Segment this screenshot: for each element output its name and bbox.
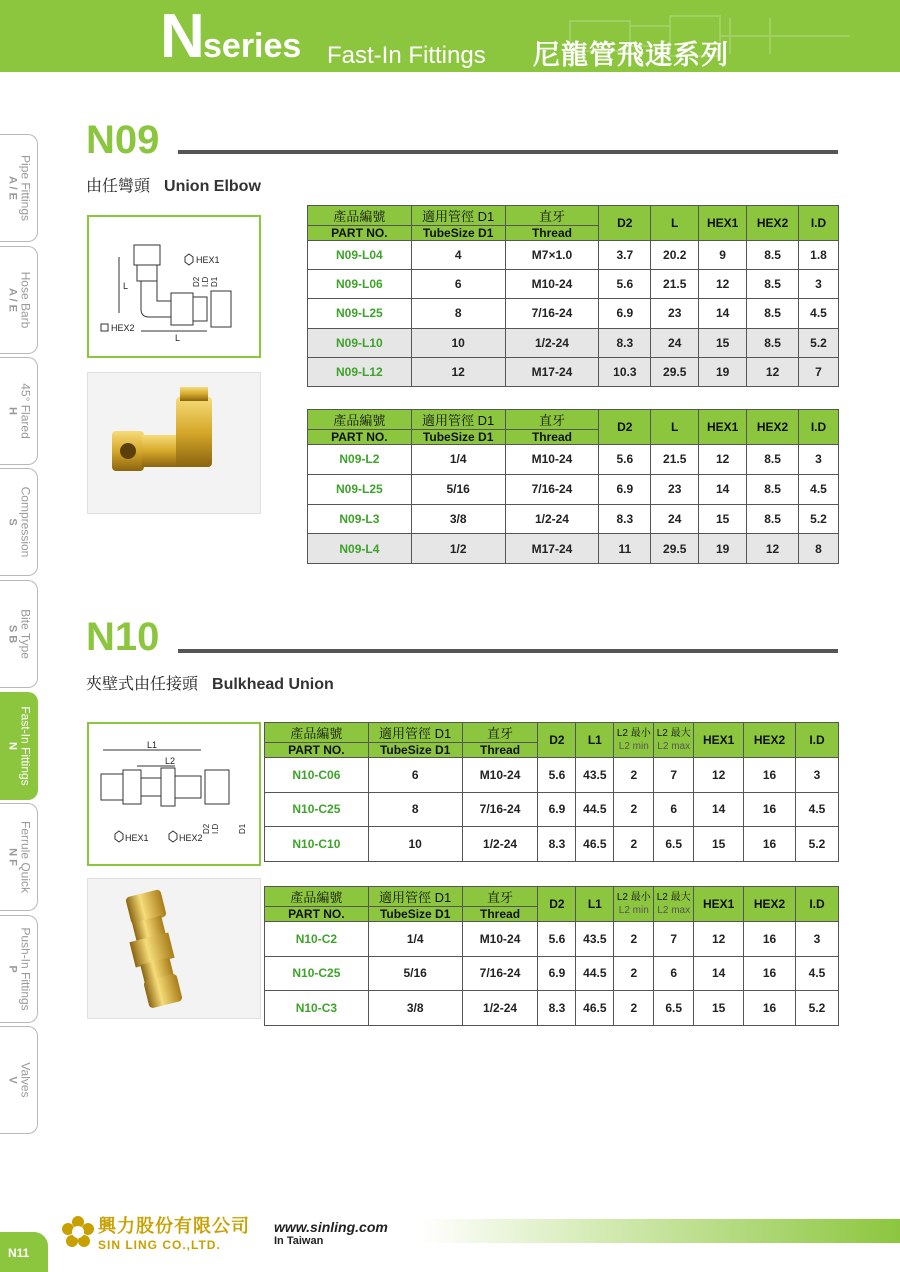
cell-l2max: 7 (654, 922, 694, 957)
header-l2max-en: L2 max (657, 741, 691, 752)
cell-d2: 8.3 (599, 328, 651, 357)
side-tab-label: Compression (18, 486, 32, 558)
header-thread-cn: 直牙 (462, 887, 538, 907)
cell-part-no: N10-C3 (265, 991, 369, 1026)
side-tab-content (5, 138, 32, 238)
cell-tube: 8 (411, 299, 505, 328)
cell-l2max: 6.5 (654, 827, 694, 862)
header-l2min-cn: L2 最小 (616, 892, 651, 903)
cell-d2: 6.9 (599, 299, 651, 328)
n09-diagram-l: L (175, 333, 181, 343)
header-part-en: PART NO. (308, 430, 412, 445)
n10-subtitle (86, 675, 334, 695)
side-tab-code: A / E (6, 175, 18, 201)
header-hex1: HEX1 (694, 887, 744, 922)
cell-hex2: 8.5 (747, 328, 799, 357)
table-row (308, 474, 839, 504)
n09-diagram-l-left: L (123, 281, 129, 291)
cell-d2: 8.3 (599, 504, 651, 534)
header-l2max (654, 723, 694, 758)
n10-diagram (87, 722, 261, 866)
cell-l2max: 6.5 (654, 991, 694, 1026)
header-hex1: HEX1 (699, 410, 747, 445)
cell-d2: 6.9 (538, 792, 576, 827)
n10-diagram-hex1: HEX1 (125, 833, 149, 843)
header-hex2: HEX2 (747, 410, 799, 445)
cell-hex1: 15 (699, 328, 747, 357)
cell-hex1: 15 (694, 827, 744, 862)
cell-l2min: 2 (614, 956, 654, 991)
cell-l1: 46.5 (576, 991, 614, 1026)
cell-l: 21.5 (651, 445, 699, 475)
n10-diagram-d2: D2 (202, 823, 211, 834)
n09-diagram-hex1: HEX1 (196, 255, 220, 265)
cell-d2: 5.6 (538, 922, 576, 957)
cell-l2min: 2 (614, 922, 654, 957)
header-l2min (614, 887, 654, 922)
side-tab-content (5, 807, 32, 907)
series-subtitle-en: Fast-In Fittings (327, 42, 486, 69)
cell-l: 21.5 (651, 270, 699, 299)
header-d2: D2 (599, 206, 651, 241)
cell-part-no: N09-L25 (308, 299, 412, 328)
cell-hex1: 9 (699, 241, 747, 270)
header-id: I.D (799, 410, 839, 445)
cell-hex2: 16 (744, 991, 796, 1026)
cell-hex1: 12 (694, 922, 744, 957)
header-tube-cn: 適用管徑 D1 (368, 723, 462, 743)
cell-thread: 7/16-24 (505, 474, 599, 504)
header-l2min-en: L2 min (618, 905, 649, 916)
side-tab-label: Push-In Fittings (18, 927, 32, 1011)
side-tab-label: Ferrule Quick (18, 820, 32, 894)
cell-hex2: 8.5 (747, 504, 799, 534)
cell-tube: 4 (411, 241, 505, 270)
cell-thread: 1/2-24 (462, 827, 538, 862)
cell-l1: 44.5 (576, 792, 614, 827)
cell-thread: M7×1.0 (505, 241, 599, 270)
side-tab-3[interactable] (0, 468, 38, 576)
table-row (308, 270, 839, 299)
cell-hex2: 8.5 (747, 270, 799, 299)
cell-d2: 8.3 (538, 991, 576, 1026)
header-id: I.D (796, 723, 839, 758)
n09-product-photo (87, 372, 261, 514)
cell-part-no: N09-L25 (308, 474, 412, 504)
brass-bulkhead-image (88, 879, 260, 1018)
page-number-badge (0, 1232, 48, 1272)
side-tab-code: A / E (6, 287, 18, 313)
cell-l1: 43.5 (576, 758, 614, 793)
side-tab-6[interactable] (0, 803, 38, 911)
cell-l2min: 2 (614, 991, 654, 1026)
cell-hex1: 15 (694, 991, 744, 1026)
cell-d2: 6.9 (599, 474, 651, 504)
table-row (308, 504, 839, 534)
cell-l2max: 6 (654, 792, 694, 827)
cell-part-no: N10-C06 (265, 758, 369, 793)
series-subtitle-cn: 尼龍管飛速系列 (533, 40, 729, 70)
table-row (265, 827, 839, 862)
side-tab-content (5, 361, 32, 461)
n10-spec-table-metric (264, 722, 839, 862)
side-tab-content (5, 696, 32, 796)
header-l2max-en: L2 max (657, 905, 691, 916)
side-tab-4[interactable] (0, 580, 38, 688)
side-tab-content (5, 1030, 32, 1130)
cell-id: 3 (796, 758, 839, 793)
cell-hex2: 16 (744, 758, 796, 793)
cell-tube: 3/8 (411, 504, 505, 534)
cell-hex1: 15 (699, 504, 747, 534)
n09-subtitle (86, 177, 261, 197)
n10-subtitle-cn: 夾壁式由任接頭 (86, 676, 199, 693)
n10-diagram-hex2: HEX2 (179, 833, 203, 843)
side-tab-2[interactable] (0, 357, 38, 465)
side-tab-content (5, 250, 32, 350)
side-tab-label: Valves (18, 1062, 32, 1098)
footer-gradient-bar (420, 1219, 900, 1243)
side-tab-content (5, 584, 32, 684)
side-tab-label: Pipe Fittings (18, 154, 32, 222)
cell-hex2: 16 (744, 792, 796, 827)
header-thread-cn: 直牙 (462, 723, 538, 743)
side-tab-label: Hose Barb (18, 271, 32, 329)
header-hex2: HEX2 (744, 723, 796, 758)
cell-thread: 1/2-24 (462, 991, 538, 1026)
side-tab-code: N F (6, 848, 18, 866)
cell-thread: 7/16-24 (462, 792, 538, 827)
cell-hex2: 8.5 (747, 474, 799, 504)
cell-part-no: N10-C2 (265, 922, 369, 957)
cell-id: 3 (796, 922, 839, 957)
cell-l: 29.5 (651, 357, 699, 386)
cell-id: 5.2 (799, 504, 839, 534)
side-tab-code: V (6, 1076, 18, 1084)
side-tab-content (5, 919, 32, 1019)
header-thread-en: Thread (462, 907, 538, 922)
side-tab-content (5, 472, 32, 572)
cell-id: 4.5 (796, 792, 839, 827)
series-letter: N (160, 2, 203, 71)
cell-id: 1.8 (799, 241, 839, 270)
side-tab-1[interactable] (0, 246, 38, 354)
header-hex1: HEX1 (699, 206, 747, 241)
cell-d2: 11 (599, 534, 651, 564)
header-id: I.D (799, 206, 839, 241)
table-row (308, 299, 839, 328)
cell-tube: 6 (368, 758, 462, 793)
company-website[interactable]: www.sinling.com (274, 1219, 388, 1235)
cell-l: 23 (651, 474, 699, 504)
cell-l2max: 7 (654, 758, 694, 793)
header-thread-en: Thread (462, 743, 538, 758)
header-part-cn: 產品編號 (308, 410, 412, 430)
header-tube-en: TubeSize D1 (368, 907, 462, 922)
header-l1: L1 (576, 723, 614, 758)
cell-thread: M10-24 (505, 270, 599, 299)
header-l1: L1 (576, 887, 614, 922)
header-part-en: PART NO. (308, 226, 412, 241)
cell-part-no: N10-C10 (265, 827, 369, 862)
table-row (265, 956, 839, 991)
side-tab-label: 45° Flared (18, 383, 32, 439)
cell-l2min: 2 (614, 827, 654, 862)
n10-spec-table-inch (264, 886, 839, 1026)
cell-d2: 5.6 (599, 270, 651, 299)
header-part-cn: 產品編號 (265, 723, 369, 743)
cell-thread: M10-24 (505, 445, 599, 475)
n09-title: N09 (86, 118, 160, 162)
cell-part-no: N09-L10 (308, 328, 412, 357)
cell-part-no: N09-L2 (308, 445, 412, 475)
cell-hex1: 12 (699, 270, 747, 299)
page-number: N11 (8, 1246, 30, 1260)
cell-thread: M10-24 (462, 758, 538, 793)
cell-id: 5.2 (796, 991, 839, 1026)
n10-divider (178, 649, 838, 653)
n10-title: N10 (86, 615, 160, 659)
cell-hex2: 16 (744, 827, 796, 862)
bulkhead-union-drawing (89, 724, 259, 864)
side-tab-code: P (6, 965, 18, 973)
cell-hex1: 14 (694, 792, 744, 827)
header-banner (0, 0, 900, 72)
n09-diagram (87, 215, 261, 358)
cell-thread: M17-24 (505, 534, 599, 564)
cell-d2: 5.6 (599, 445, 651, 475)
n09-subtitle-en: Union Elbow (164, 178, 261, 195)
header-l2min-en: L2 min (618, 741, 649, 752)
cell-hex2: 12 (747, 534, 799, 564)
cell-l: 20.2 (651, 241, 699, 270)
cell-thread: 7/16-24 (505, 299, 599, 328)
cell-thread: M17-24 (505, 357, 599, 386)
header-part-en: PART NO. (265, 743, 369, 758)
cell-l2min: 2 (614, 792, 654, 827)
header-l2max (654, 887, 694, 922)
cell-tube: 3/8 (368, 991, 462, 1026)
n09-diagram-d1: D1 (210, 276, 219, 287)
cell-hex2: 8.5 (747, 445, 799, 475)
side-tab-0[interactable] (0, 134, 38, 242)
cell-id: 3 (799, 445, 839, 475)
table-row (265, 792, 839, 827)
cell-l2min: 2 (614, 758, 654, 793)
n09-divider (178, 150, 838, 154)
n09-diagram-id: I.D (201, 276, 210, 287)
header-part-cn: 產品編號 (308, 206, 412, 226)
cell-hex1: 14 (699, 474, 747, 504)
cell-tube: 1/4 (368, 922, 462, 957)
n09-diagram-hex2: HEX2 (111, 323, 135, 333)
sinling-logo-icon (60, 1214, 96, 1250)
header-l2min (614, 723, 654, 758)
cell-tube: 1/4 (411, 445, 505, 475)
header-hex2: HEX2 (744, 887, 796, 922)
company-name-en: SIN LING CO.,LTD. (98, 1238, 221, 1252)
cell-hex2: 16 (744, 956, 796, 991)
cell-hex2: 12 (747, 357, 799, 386)
side-tab-5[interactable] (0, 692, 38, 800)
cell-id: 8 (799, 534, 839, 564)
brass-elbow-image (88, 373, 260, 513)
cell-id: 3 (799, 270, 839, 299)
side-tab-code: N (6, 742, 18, 750)
header-tube-cn: 適用管徑 D1 (368, 887, 462, 907)
company-name-cn: 興力股份有限公司 (98, 1216, 250, 1236)
n09-diagram-d2: D2 (192, 276, 201, 287)
union-elbow-drawing (89, 217, 259, 356)
cell-thread: 7/16-24 (462, 956, 538, 991)
cell-id: 7 (799, 357, 839, 386)
header-tube-en: TubeSize D1 (411, 226, 505, 241)
side-tab-8[interactable] (0, 1026, 38, 1134)
cell-tube: 1/2 (411, 534, 505, 564)
table-row (265, 922, 839, 957)
header-d2: D2 (538, 723, 576, 758)
cell-id: 4.5 (796, 956, 839, 991)
cell-part-no: N09-L04 (308, 241, 412, 270)
header-thread-en: Thread (505, 430, 599, 445)
n10-diagram-l2: L2 (165, 756, 176, 766)
n10-diagram-l1: L1 (147, 740, 158, 750)
header-tube-en: TubeSize D1 (368, 743, 462, 758)
table-row (265, 991, 839, 1026)
header-part-en: PART NO. (265, 907, 369, 922)
cell-l: 24 (651, 504, 699, 534)
cell-thread: 1/2-24 (505, 328, 599, 357)
header-l: L (651, 206, 699, 241)
header-tube-cn: 適用管徑 D1 (411, 410, 505, 430)
cell-tube: 5/16 (368, 956, 462, 991)
table-row (308, 328, 839, 357)
cell-l2max: 6 (654, 956, 694, 991)
cell-thread: M10-24 (462, 922, 538, 957)
table-row (265, 758, 839, 793)
table-row (308, 357, 839, 386)
table-row (308, 445, 839, 475)
cell-d2: 6.9 (538, 956, 576, 991)
cell-id: 5.2 (796, 827, 839, 862)
cell-d2: 3.7 (599, 241, 651, 270)
cell-hex1: 19 (699, 534, 747, 564)
cell-hex1: 14 (699, 299, 747, 328)
n10-diagram-id: I.D (211, 823, 220, 834)
header-l: L (651, 410, 699, 445)
table-row (308, 241, 839, 270)
side-tab-code: S B (6, 624, 18, 644)
header-thread-cn: 直牙 (505, 206, 599, 226)
header-id: I.D (796, 887, 839, 922)
n09-subtitle-cn: 由任彎頭 (86, 178, 151, 195)
side-tab-code: H (6, 407, 18, 415)
header-l2max-cn: L2 最大 (656, 728, 691, 739)
cell-hex1: 14 (694, 956, 744, 991)
cell-tube: 10 (368, 827, 462, 862)
cell-tube: 8 (368, 792, 462, 827)
cell-tube: 12 (411, 357, 505, 386)
cell-l: 29.5 (651, 534, 699, 564)
cell-tube: 6 (411, 270, 505, 299)
side-tab-label: Fast-In Fittings (18, 706, 32, 786)
cell-tube: 5/16 (411, 474, 505, 504)
header-d2: D2 (599, 410, 651, 445)
table-row (308, 534, 839, 564)
n09-spec-table-metric (307, 205, 839, 387)
cell-d2: 8.3 (538, 827, 576, 862)
cell-hex1: 12 (699, 445, 747, 475)
header-part-cn: 產品編號 (265, 887, 369, 907)
series-word: series (203, 27, 302, 65)
cell-id: 4.5 (799, 299, 839, 328)
cell-id: 5.2 (799, 328, 839, 357)
cell-hex2: 16 (744, 922, 796, 957)
cell-hex2: 8.5 (747, 241, 799, 270)
n09-spec-table-inch (307, 409, 839, 564)
cell-thread: 1/2-24 (505, 504, 599, 534)
cell-d2: 10.3 (599, 357, 651, 386)
n10-product-photo (87, 878, 261, 1019)
cell-l: 23 (651, 299, 699, 328)
header-thread-en: Thread (505, 226, 599, 241)
cell-part-no: N10-C25 (265, 792, 369, 827)
cell-l1: 44.5 (576, 956, 614, 991)
cell-d2: 5.6 (538, 758, 576, 793)
cell-part-no: N10-C25 (265, 956, 369, 991)
header-hex2: HEX2 (747, 206, 799, 241)
cell-id: 4.5 (799, 474, 839, 504)
cell-hex2: 8.5 (747, 299, 799, 328)
cell-l1: 43.5 (576, 922, 614, 957)
header-l2min-cn: L2 最小 (616, 728, 651, 739)
header-hex1: HEX1 (694, 723, 744, 758)
side-tab-code: S (6, 518, 18, 526)
header-d2: D2 (538, 887, 576, 922)
side-tab-7[interactable] (0, 915, 38, 1023)
cell-hex1: 12 (694, 758, 744, 793)
cell-l1: 46.5 (576, 827, 614, 862)
header-tube-en: TubeSize D1 (411, 430, 505, 445)
header-l2max-cn: L2 最大 (656, 892, 691, 903)
cell-part-no: N09-L3 (308, 504, 412, 534)
company-location: In Taiwan (274, 1235, 324, 1247)
cell-part-no: N09-L4 (308, 534, 412, 564)
cell-tube: 10 (411, 328, 505, 357)
n10-diagram-d1: D1 (238, 823, 247, 834)
cell-hex1: 19 (699, 357, 747, 386)
side-tab-label: Bite Type (18, 609, 32, 659)
cell-l: 24 (651, 328, 699, 357)
cell-part-no: N09-L12 (308, 357, 412, 386)
cell-part-no: N09-L06 (308, 270, 412, 299)
header-thread-cn: 直牙 (505, 410, 599, 430)
header-tube-cn: 適用管徑 D1 (411, 206, 505, 226)
n10-subtitle-en: Bulkhead Union (212, 676, 334, 693)
